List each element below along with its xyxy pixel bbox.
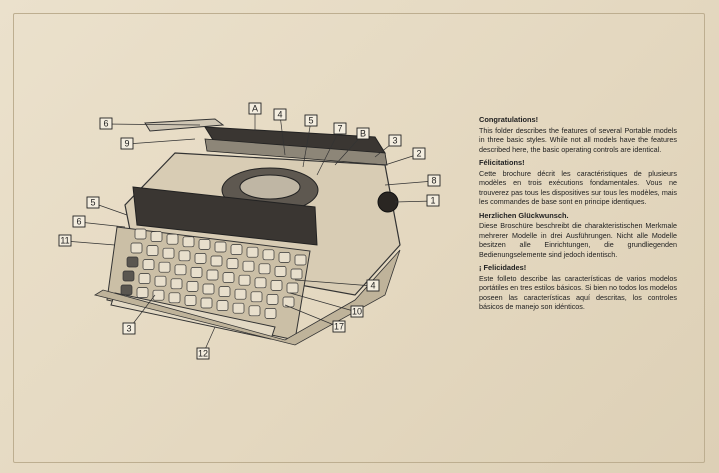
section-german [479,211,677,260]
typewriter-key [171,279,182,289]
typewriter-key [137,288,148,298]
typewriter-key [167,234,178,244]
typewriter-key [275,266,286,276]
typewriter-key [203,284,214,294]
typewriter-key [259,264,270,274]
typewriter-key [155,276,166,286]
callout-label: 8 [431,175,437,186]
typewriter-key [191,267,202,277]
typewriter-key [163,248,174,258]
callout-label: 7 [337,123,343,134]
typewriter-key [279,252,290,262]
typewriter-key [175,265,186,275]
callout-label: 2 [416,148,422,159]
typewriter-key [215,242,226,252]
typewriter-key [219,287,230,297]
section-body: This folder describes the features of several Portable models in three basic styles. While not all models have the features described here, the basic operating controls are identical. [479,125,677,154]
typewriter-key [201,298,212,308]
callout-label: 4 [277,109,283,120]
typewriter-key [123,271,134,281]
callout-label: 6 [103,118,109,129]
typewriter-key [207,270,218,280]
typewriter-key [135,229,146,239]
typewriter-key [121,285,132,295]
typewriter-key [283,297,294,307]
typewriter-key [247,247,258,257]
typewriter-key [127,257,138,267]
callout-leader-line [79,222,125,227]
section-english [479,115,677,154]
typewriter-key [249,306,260,316]
typewriter-key [271,280,282,290]
typewriter-key [291,269,302,279]
typewriter-key [217,301,228,311]
typewriter-key [263,250,274,260]
typewriter-key [267,294,278,304]
callout-label: 1 [430,195,436,206]
callout-leader-line [385,181,434,185]
typewriter-key [223,273,234,283]
typewriter-drawing [55,95,455,375]
typewriter-key [143,260,154,270]
text-column [479,115,677,316]
typewriter-key [211,256,222,266]
typewriter-key [251,292,262,302]
typewriter-key [265,308,276,318]
typewriter-key [147,246,158,256]
section-heading: ¡ Felicidades! [479,263,527,272]
type-guide [240,175,300,199]
typewriter-key [235,289,246,299]
section-french [479,158,677,207]
typewriter-key [243,261,254,271]
typewriter-key [151,232,162,242]
section-body: Diese Broschüre beschreibt die charakteristischen Merkmale mehrerer Modelle in drei Ausführungen. Nicht alle Modelle besitzen alle Einrichtungen, die grundliegenden Bedienungselemente sind jedoch identisch. [479,221,677,259]
typewriter-key [195,253,206,263]
callout-label: 9 [124,138,130,149]
callout-label: 4 [370,280,376,291]
section-heading: Félicitations! [479,158,525,167]
typewriter-key [231,245,242,255]
section-body: Este folleto describe las características de varios modelos portátiles en tres estilos básicos. Si bien no todos los modelos poseen las características aquí descritas, los controles básicos de manejo son idénticos. [479,273,677,311]
section-body: Cette brochure décrit les caractéristiques de plusieurs modèles en trois exécutions fondamentales. Vous ne trouverez pas tous les dispositives sur tous les modèles, mais les commandes de base sont en principe identiques. [479,168,677,206]
typewriter-key [179,251,190,261]
typewriter-illustration [55,95,455,375]
typewriter-key [139,274,150,284]
typewriter-key [227,259,238,269]
callout-label: A [251,103,259,114]
callout-label: B [359,128,367,139]
typewriter-key [159,262,170,272]
typewriter-key [183,237,194,247]
callout-label: 6 [76,216,82,227]
callout-leader-line [65,241,115,245]
typewriter-key [239,275,250,285]
typewriter-key [187,281,198,291]
section-heading: Congratulations! [479,115,539,124]
typewriter-key [199,239,210,249]
section-spanish [479,263,677,312]
callout-label: 17 [333,321,345,332]
callout-label: 12 [197,348,209,359]
callout-label: 3 [392,135,398,146]
typewriter-key [131,243,142,253]
typewriter-key [185,295,196,305]
callout-label: 5 [308,115,314,126]
callout-leader-line [127,139,195,144]
typewriter-key [169,293,180,303]
callout-label: 11 [60,235,70,246]
callout-label: 10 [351,306,363,317]
callout-label: 3 [126,323,132,334]
callout-label: 5 [90,197,96,208]
typewriter-key [255,278,266,288]
typewriter-key [233,303,244,313]
typewriter-key [287,283,298,293]
section-heading: Herzlichen Glückwunsch. [479,210,569,220]
typewriter-key [295,255,306,265]
